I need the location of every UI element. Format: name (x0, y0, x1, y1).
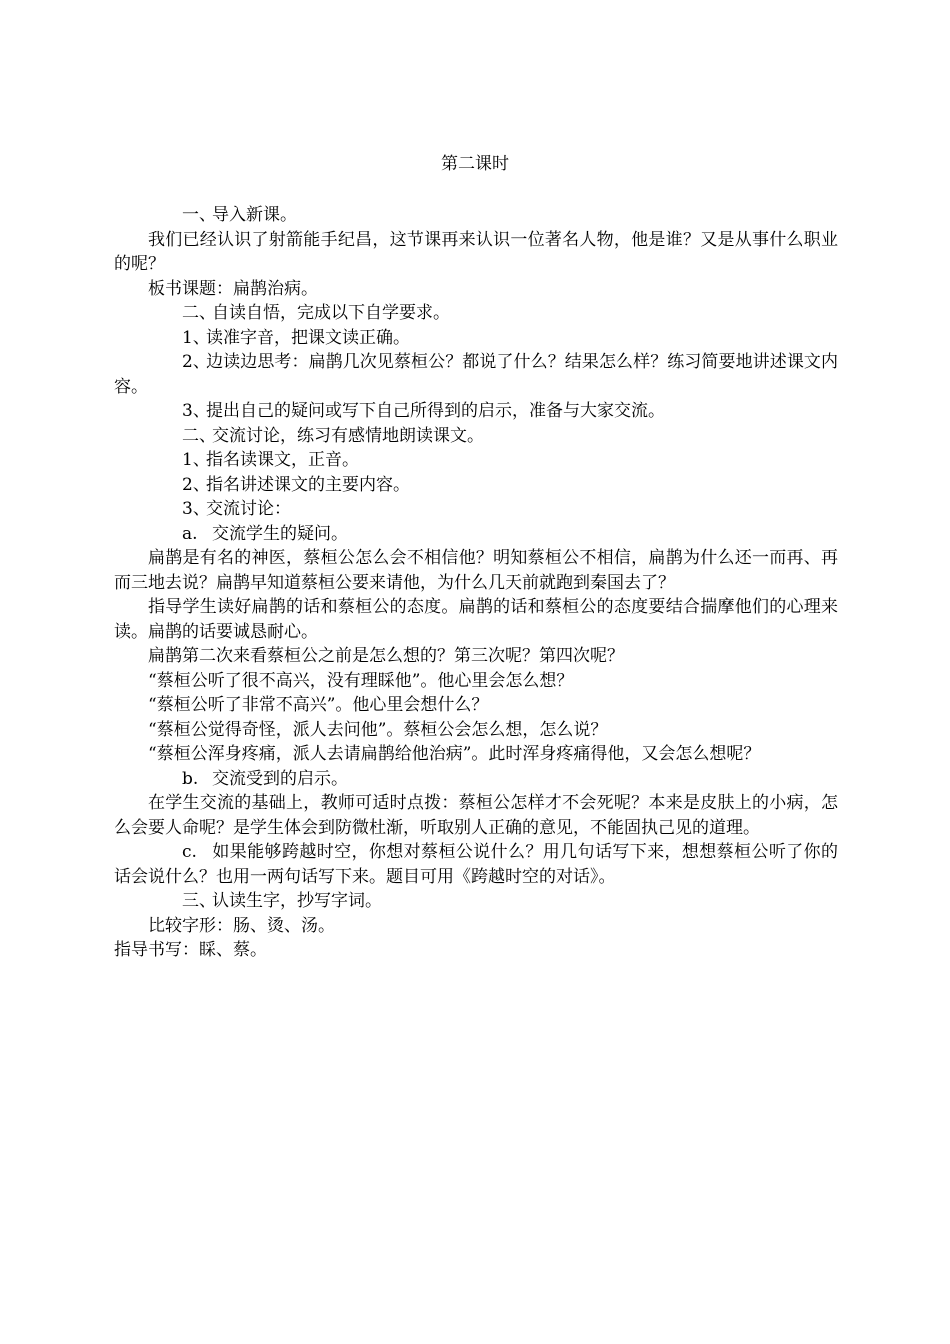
list-text: 读准字音，把课文读正确。 (206, 327, 410, 348)
section-text: 自读自悟，完成以下自学要求。 (212, 303, 450, 323)
section-heading (114, 301, 838, 326)
sub-item-letter: c. (182, 842, 197, 862)
sub-item-text: 交流受到的启示。 (212, 768, 348, 789)
section-heading (114, 203, 838, 228)
section-number: 三、 (182, 891, 216, 911)
list-item (114, 473, 838, 498)
paragraph: 比较字形：肠、烫、汤。 (148, 915, 335, 936)
paragraph: “蔡桓公浑身疼痛，派人去请扁鹊给他治病”。此时浑身疼痛得他，又会怎么想呢？ (148, 744, 761, 764)
lesson-title: 第二课时 (441, 154, 509, 174)
list-item (114, 326, 838, 351)
paragraph: 板书课题：扁鹊治病。 (148, 278, 318, 299)
section-heading (114, 889, 838, 914)
sub-item (114, 840, 838, 889)
section-heading (114, 424, 838, 449)
paragraph: 指导书写：睬、蔡。 (114, 940, 267, 960)
paragraph: “蔡桓公听了很不高兴，没有理睬他”。他心里会怎么想？ (148, 670, 574, 691)
sub-item-letter: b. (182, 768, 199, 789)
list-number: 3、 (182, 499, 210, 519)
sub-item-text: 交流学生的疑问。 (212, 523, 348, 544)
list-text: 指名讲述课文的主要内容。 (206, 474, 410, 495)
section-number: 一、 (182, 205, 216, 225)
list-number: 3、 (182, 401, 210, 421)
paragraph: 扁鹊第二次来看蔡桓公之前是怎么想的？第三次呢？第四次呢？ (148, 646, 624, 666)
sub-item (114, 767, 838, 792)
paragraph: 我们已经认识了射箭能手纪昌，这节课再来认识一位著名人物，他是谁？又是从事什么职业的呢？ (114, 229, 838, 274)
list-item (114, 448, 838, 473)
list-item (114, 350, 838, 399)
section-number: 二、 (182, 425, 216, 446)
paragraph: “蔡桓公听了非常不高兴”。他心里会想什么？ (148, 695, 489, 715)
list-text: 交流讨论： (206, 499, 291, 519)
paragraph: “蔡桓公觉得奇怪，派人去问他”。蔡桓公会怎么想，怎么说？ (148, 719, 608, 740)
paragraph: 指导学生读好扁鹊的话和蔡桓公的态度。扁鹊的话和蔡桓公的态度要结合揣摩他们的心理来读。扁鹊的话要诚恳耐心。 (114, 597, 838, 642)
list-item (114, 399, 838, 424)
list-number: 1、 (182, 450, 210, 470)
list-number: 1、 (182, 327, 210, 348)
document-body (114, 203, 838, 963)
list-text: 指名读课文，正音。 (206, 450, 359, 470)
section-text: 交流讨论，练习有感情地朗读课文。 (212, 425, 484, 446)
section-text: 导入新课。 (212, 205, 297, 225)
paragraph: 在学生交流的基础上，教师可适时点拨：蔡桓公怎样才不会死呢？本来是皮肤上的小病，怎么会要人命呢？是学生体会到防微杜渐，听取别人正确的意见，不能固执己见的道理。 (114, 793, 838, 838)
sub-item-letter: a. (182, 523, 198, 544)
section-text: 认读生字，抄写字词。 (212, 891, 382, 911)
section-number: 二、 (182, 303, 216, 323)
sub-item-text: 如果能够跨越时空，你想对蔡桓公说什么？用几句话写下来，想想蔡桓公听了你的话会说什么？也用一两句话写下来。题目可用《跨越时空的对话》。 (114, 842, 838, 887)
sub-item (114, 522, 838, 547)
list-text: 边读边思考：扁鹊几次见蔡桓公？都说了什么？结果怎么样？练习简要地讲述课文内容。 (114, 352, 838, 397)
list-text: 提出自己的疑问或写下自己所得到的启示，准备与大家交流。 (206, 401, 665, 421)
list-number: 2、 (182, 474, 210, 495)
paragraph: 扁鹊是有名的神医，蔡桓公怎么会不相信他？明知蔡桓公不相信，扁鹊为什么还一而再、再而三地去说？扁鹊早知道蔡桓公要来请他，为什么几天前就跑到秦国去了？ (114, 548, 838, 593)
list-number: 2、 (182, 352, 210, 372)
list-item (114, 497, 838, 522)
